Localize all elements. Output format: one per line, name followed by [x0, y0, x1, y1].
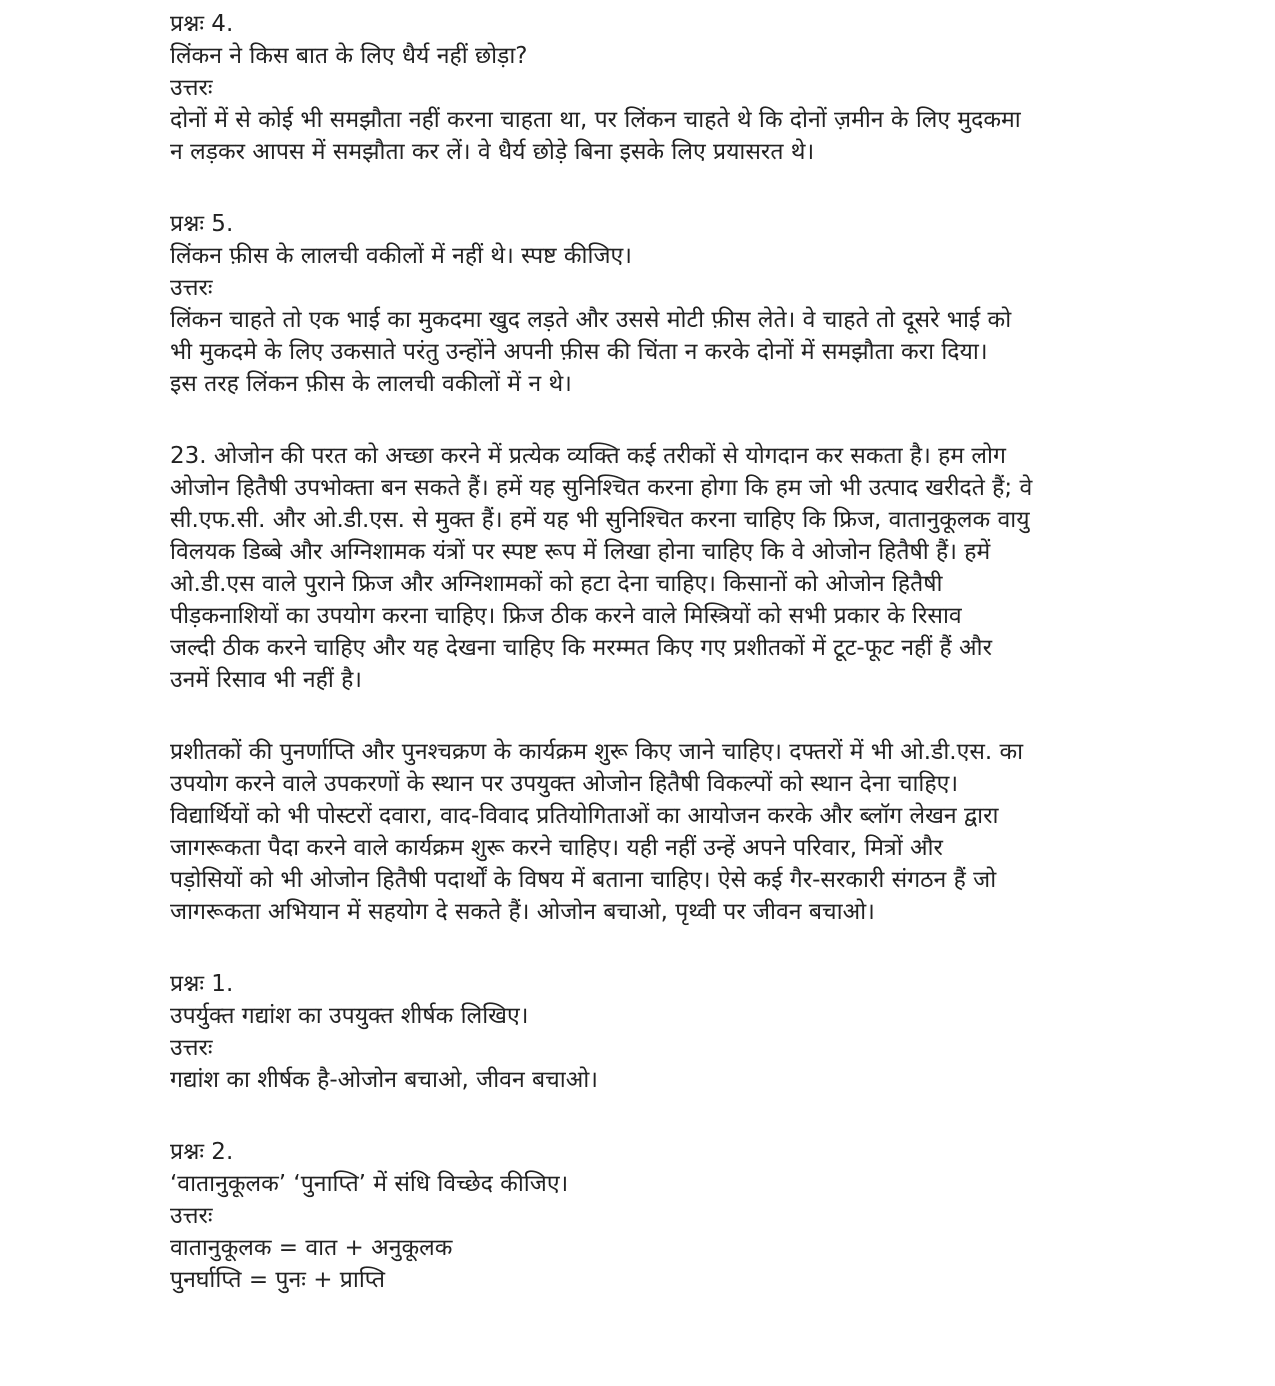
passage-line: उपयोग करने वाले उपकरणों के स्थान पर उपयुक्त ओजोन हितैषी विकल्पों को स्थान देना चाहिए। — [170, 771, 959, 797]
answer-line: लिंकन चाहते तो एक भाई का मुकदमा खुद लड़ते और उससे मोटी फ़ीस लेते। वे चाहते तो दूसरे भाई को — [170, 307, 1012, 333]
question-text: लिंकन फ़ीस के लालची वकीलों में नहीं थे। स्पष्ट कीजिए। — [170, 243, 632, 269]
passage-line: पीड़कनाशियों का उपयोग करना चाहिए। फ्रिज ठीक करने वाले मिस्त्रियों को सभी प्रकार के रिसाव — [170, 603, 962, 629]
answer-label: उत्तरः — [170, 75, 213, 101]
passage-line: उनमें रिसाव भी नहीं है। — [170, 667, 363, 693]
passage-line: विद्यार्थियों को भी पोस्टरों दवारा, वाद-विवाद प्रतियोगिताओं का आयोजन करके और ब्लॉग लेखन द्वारा — [170, 803, 999, 829]
answer-label: उत्तरः — [170, 1203, 213, 1229]
passage-paragraph-1 — [170, 440, 1145, 696]
answer-line: न लड़कर आपस में समझौता कर लें। वे धैर्य छोड़े बिना इसके लिए प्रयासरत थे। — [170, 139, 815, 165]
question-label: प्रश्नः 1. — [170, 971, 234, 997]
document-page — [170, 8, 1145, 1336]
passage-line: सी.एफ.सी. और ओ.डी.एस. से मुक्त हैं। हमें यह भी सुनिश्चित करना चाहिए कि फ्रिज, वातानुकूलक वायु — [170, 507, 1030, 533]
passage-line: जागरूकता पैदा करने वाले कार्यक्रम शुरू करने चाहिए। यही नहीं उन्हें अपने परिवार, मित्रों और — [170, 835, 943, 861]
answer-label: उत्तरः — [170, 1035, 213, 1061]
question-block-5 — [170, 208, 1145, 400]
answer-line: वातानुकूलक = वात + अनुकूलक — [170, 1235, 453, 1261]
answer-line: दोनों में से कोई भी समझौता नहीं करना चाहता था, पर लिंकन चाहते थे कि दोनों ज़मीन के लिए मुदकमा — [170, 107, 1021, 133]
question-block-1 — [170, 968, 1145, 1096]
question-label: प्रश्नः 4. — [170, 11, 234, 37]
passage-line: जल्दी ठीक करने चाहिए और यह देखना चाहिए कि मरम्मत किए गए प्रशीतकों में टूट-फूट नहीं हैं और — [170, 635, 992, 661]
passage-line: ओजोन हितैषी उपभोक्ता बन सकते हैं। हमें यह सुनिश्चित करना होगा कि हम जो भी उत्पाद खरीदते हैं; वे — [170, 475, 1033, 501]
question-label: प्रश्नः 2. — [170, 1139, 234, 1165]
passage-line: ओ.डी.एस वाले पुराने फ्रिज और अग्निशामकों को हटा देना चाहिए। किसानों को ओजोन हितैषी — [170, 571, 943, 597]
answer-label: उत्तरः — [170, 275, 213, 301]
answer-line: गद्यांश का शीर्षक है-ओजोन बचाओ, जीवन बचाओ। — [170, 1067, 598, 1093]
question-label: प्रश्नः 5. — [170, 211, 234, 237]
question-text: उपर्युक्त गद्यांश का उपयुक्त शीर्षक लिखिए। — [170, 1003, 529, 1029]
passage-line: विलयक डिब्बे और अग्निशामक यंत्रों पर स्पष्ट रूप में लिखा होना चाहिए कि वे ओजोन हितैषी हैं। हमें — [170, 539, 991, 565]
question-text: ‘वातानुकूलक’ ‘पुनाप्ति’ में संधि विच्छेद कीजिए। — [170, 1171, 569, 1197]
answer-line: इस तरह लिंकन फ़ीस के लालची वकीलों में न थे। — [170, 371, 572, 397]
question-block-4 — [170, 8, 1145, 168]
question-block-2 — [170, 1136, 1145, 1296]
passage-paragraph-2 — [170, 736, 1145, 928]
passage-line: 23. ओजोन की परत को अच्छा करने में प्रत्येक व्यक्ति कई तरीकों से योगदान कर सकता है। हम लोग — [170, 443, 1006, 469]
passage-line: जागरूकता अभियान में सहयोग दे सकते हैं। ओजोन बचाओ, पृथ्वी पर जीवन बचाओ। — [170, 899, 875, 925]
answer-line: भी मुकदमे के लिए उकसाते परंतु उन्होंने अपनी फ़ीस की चिंता न करके दोनों में समझौता करा दिया। — [170, 339, 988, 365]
answer-line: पुनर्घाप्ति = पुनः + प्राप्ति — [170, 1267, 385, 1293]
question-text: लिंकन ने किस बात के लिए धैर्य नहीं छोड़ा? — [170, 43, 528, 69]
passage-line: पड़ोसियों को भी ओजोन हितैषी पदार्थों के विषय में बताना चाहिए। ऐसे कई गैर-सरकारी संगठन हैं जो — [170, 867, 997, 893]
passage-line: प्रशीतकों की पुनर्णाप्ति और पुनश्चक्रण के कार्यक्रम शुरू किए जाने चाहिए। दफ्तरों में भी ओ.डी.एस. का — [170, 739, 1024, 765]
